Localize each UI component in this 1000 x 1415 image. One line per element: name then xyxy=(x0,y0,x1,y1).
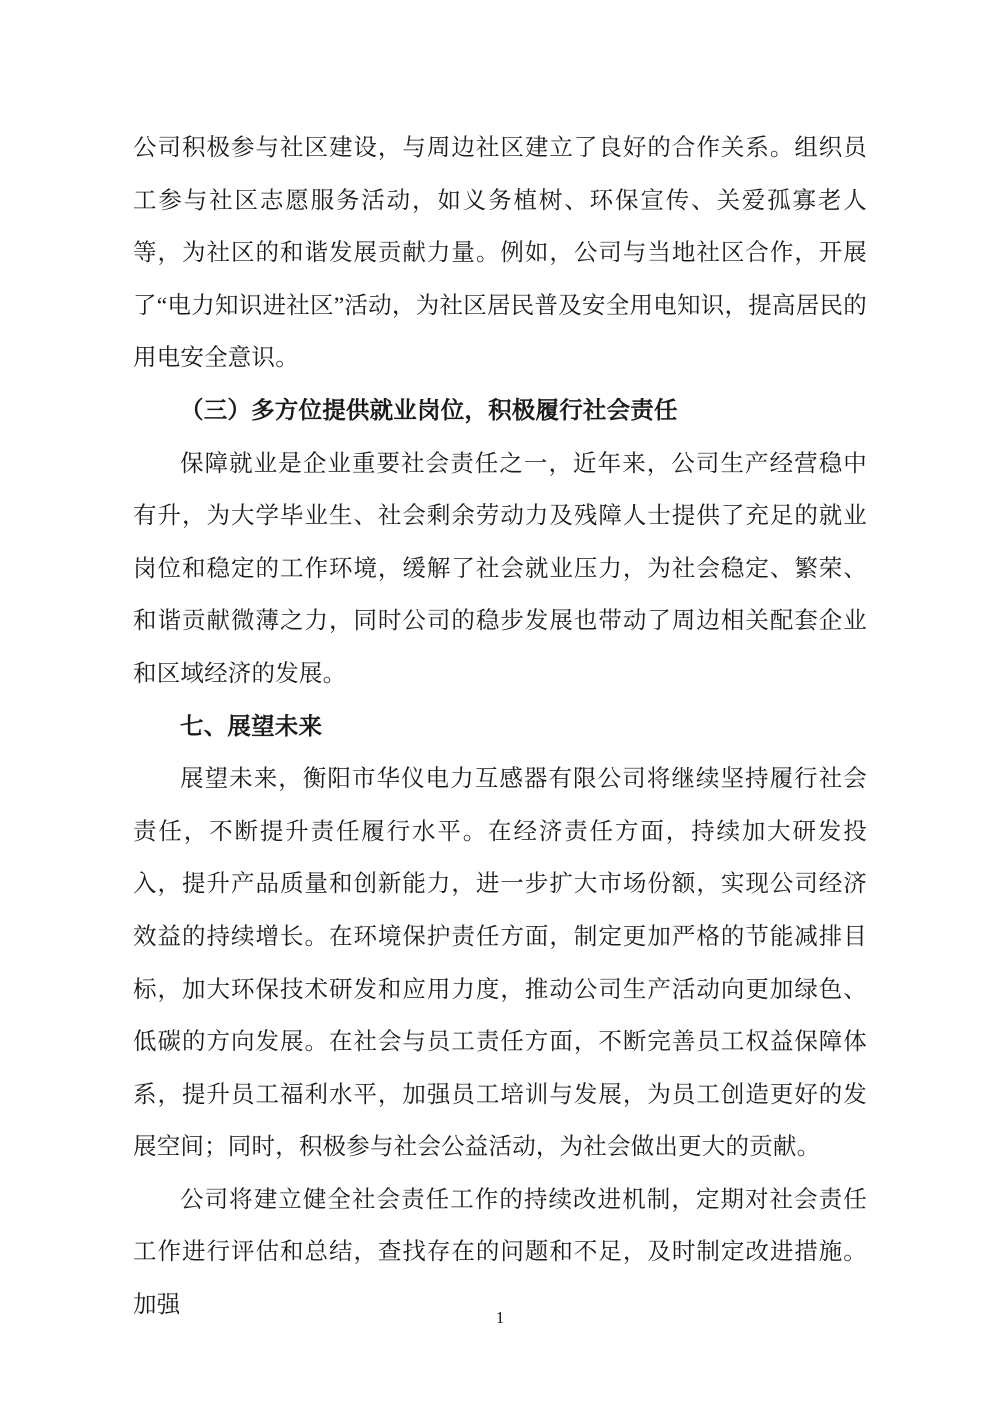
heading-section-3-employment: （三）多方位提供就业岗位，积极履行社会责任 xyxy=(180,397,678,424)
paragraph-community-engagement: 公司积极参与社区建设，与周边社区建立了良好的合作关系。组织员工参与社区志愿服务活动，如义务植树、环保宣传、关爱孤寡老人等，为社区的和谐发展贡献力量。例如，公司与当地社区合作，开展了“电力知识进社区”活动，为社区居民普及安全用电知识，提高居民的用电安全意识。 xyxy=(133,135,867,372)
paragraph-employment-responsibility: 保障就业是企业重要社会责任之一，近年来，公司生产经营稳中有升，为大学毕业生、社会剩余劳动力及残障人士提供了充足的就业岗位和稳定的工作环境，缓解了社会就业压力，为社会稳定、繁荣、和谐贡献微薄之力，同时公司的稳步发展也带动了周边相关配套企业和区域经济的发展。 xyxy=(133,450,867,687)
document-body xyxy=(133,122,867,1332)
heading-section-7-future-outlook: 七、展望未来 xyxy=(180,713,323,740)
paragraph-future-outlook: 展望未来，衡阳市华仪电力互感器有限公司将继续坚持履行社会责任，不断提升责任履行水平。在经济责任方面，持续加大研发投入，提升产品质量和创新能力，进一步扩大市场份额，实现公司经济效益的持续增长。在环境保护责任方面，制定更加严格的节能减排目标，加大环保技术研发和应用力度，推动公司生产活动向更加绿色、低碳的方向发展。在社会与员工责任方面，不断完善员工权益保障体系，提升员工福利水平，加强员工培训与发展，为员工创造更好的发展空间；同时，积极参与社会公益活动，为社会做出更大的贡献。 xyxy=(133,766,867,1161)
page-number: 1 xyxy=(495,1308,505,1327)
paragraph-continuous-improvement: 公司将建立健全社会责任工作的持续改进机制，定期对社会责任工作进行评估和总结，查找存在的问题和不足，及时制定改进措施。加强 xyxy=(133,1186,867,1319)
